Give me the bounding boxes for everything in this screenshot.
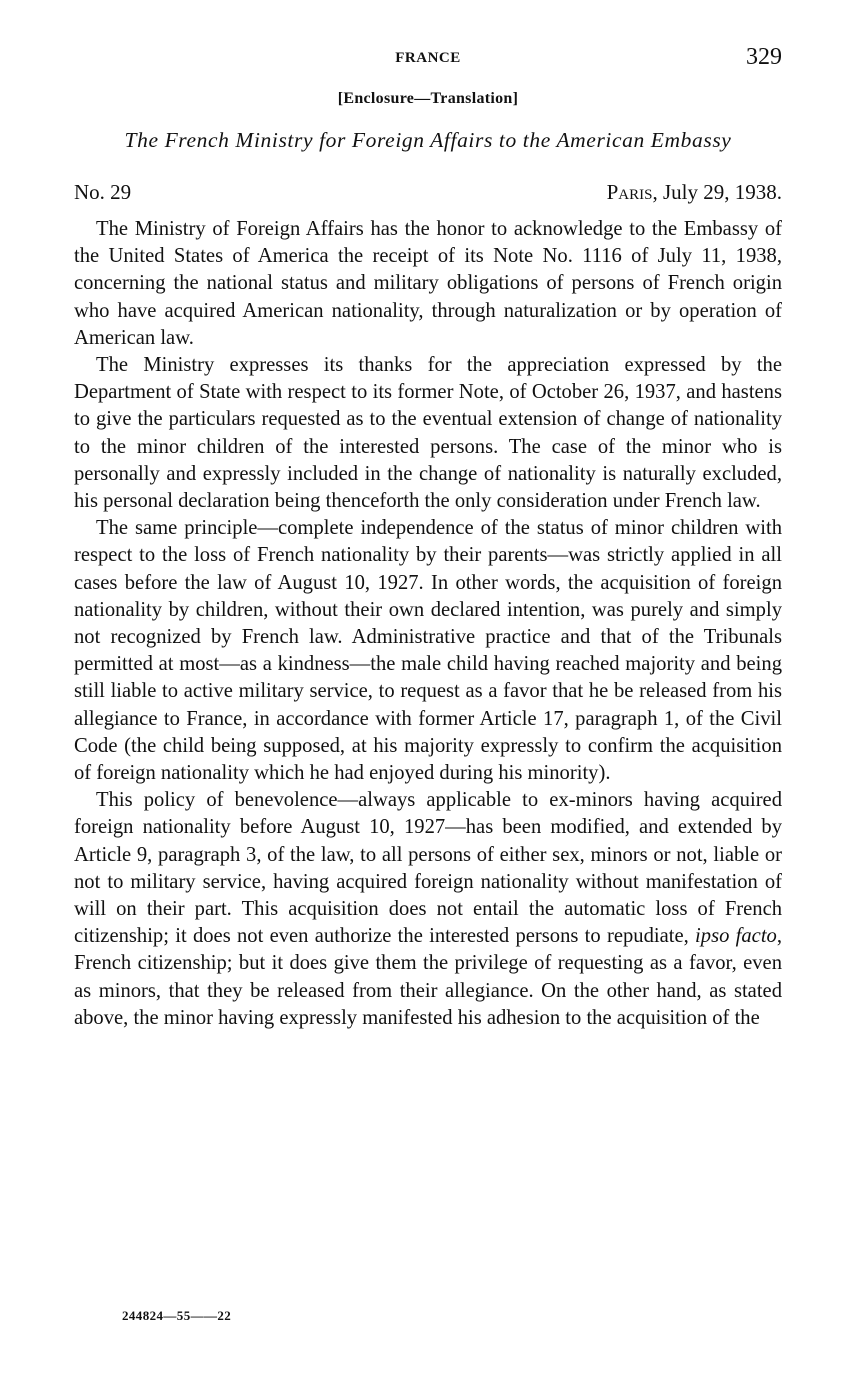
printer-code: 244824—55——22 — [122, 1308, 232, 1323]
paragraph-2: The Ministry expresses its thanks for the appreciation expressed by the Department of State with respect to its former Note, of October 26, 1937, and hastens to give the particulars requested as to the eventual extension of change of nationality to the minor children of the interested persons. The case of the minor who is personally and expressly included in the change of nationality is naturally excluded, his personal declaration being thenceforth the only consideration under French law. — [74, 354, 782, 513]
dateline-date: , July 29, 1938. — [652, 180, 782, 204]
paragraph-4 — [74, 787, 782, 1032]
letter-body — [74, 216, 782, 1032]
paragraph-4-text-before: This policy of benevolence—always applicable to ex-minors having acquired foreign nationality before August 10, 1927—has been modified, and extended by Article 9, paragraph 3, of the law, to all persons of either sex, minors or not, liable or not to military service, having acquired foreign nationality without manifestation of will on their part. This acquisition does not entail the automatic loss of French citizenship; it does not even authorize the interested persons to repudiate, — [74, 789, 782, 948]
enclosure-label: [Enclosure—Translation] — [337, 90, 519, 107]
document-page — [74, 0, 782, 1380]
paragraph-3: The same principle—complete independence of the status of minor children with respect to the loss of French nationality by their parents—was strictly applied in all cases before the law of August 10, 1927. In other words, the acquisition of foreign nationality by children, without their own declared intention, was purely and simply not recognized by French law. Administrative practice and that of the Tribunals permitted at most—as a kindness—the male child having reached majority and being still liable to active military service, to request as a favor that he be released from his allegiance to France, in accordance with former Article 17, paragraph 1, of the Civil Code (the child being supposed, at his majority expressly to confirm the acquisition of foreign nationality which he had enjoyed during his minority). — [74, 517, 782, 785]
paragraph-4-emphasis: ipso facto — [695, 925, 777, 948]
paragraph-4-text-after: , French citizenship; but it does give them the privilege of requesting as a favor, even as minors, that they be released from their allegiance. On the other hand, as stated above, the minor having expressly manifested his adhesion to the acquisition of the — [74, 925, 783, 1029]
paragraph-1: The Ministry of Foreign Affairs has the honor to acknowledge to the Embassy of the United States of America the receipt of its Note No. 1116 of July 11, 1938, concerning the national status and military obligations of persons of French origin who have acquired American nationality, through naturalization or by operation of American law. — [74, 218, 782, 349]
running-title: FRANCE — [395, 50, 461, 66]
running-head — [74, 44, 782, 74]
note-number: No. 29 — [74, 180, 132, 204]
document-heading: The French Ministry for Foreign Affairs to the American Embassy — [124, 128, 732, 152]
dateline-city: Paris — [606, 180, 653, 204]
page-number: 329 — [746, 44, 782, 70]
place-and-date — [607, 180, 782, 205]
